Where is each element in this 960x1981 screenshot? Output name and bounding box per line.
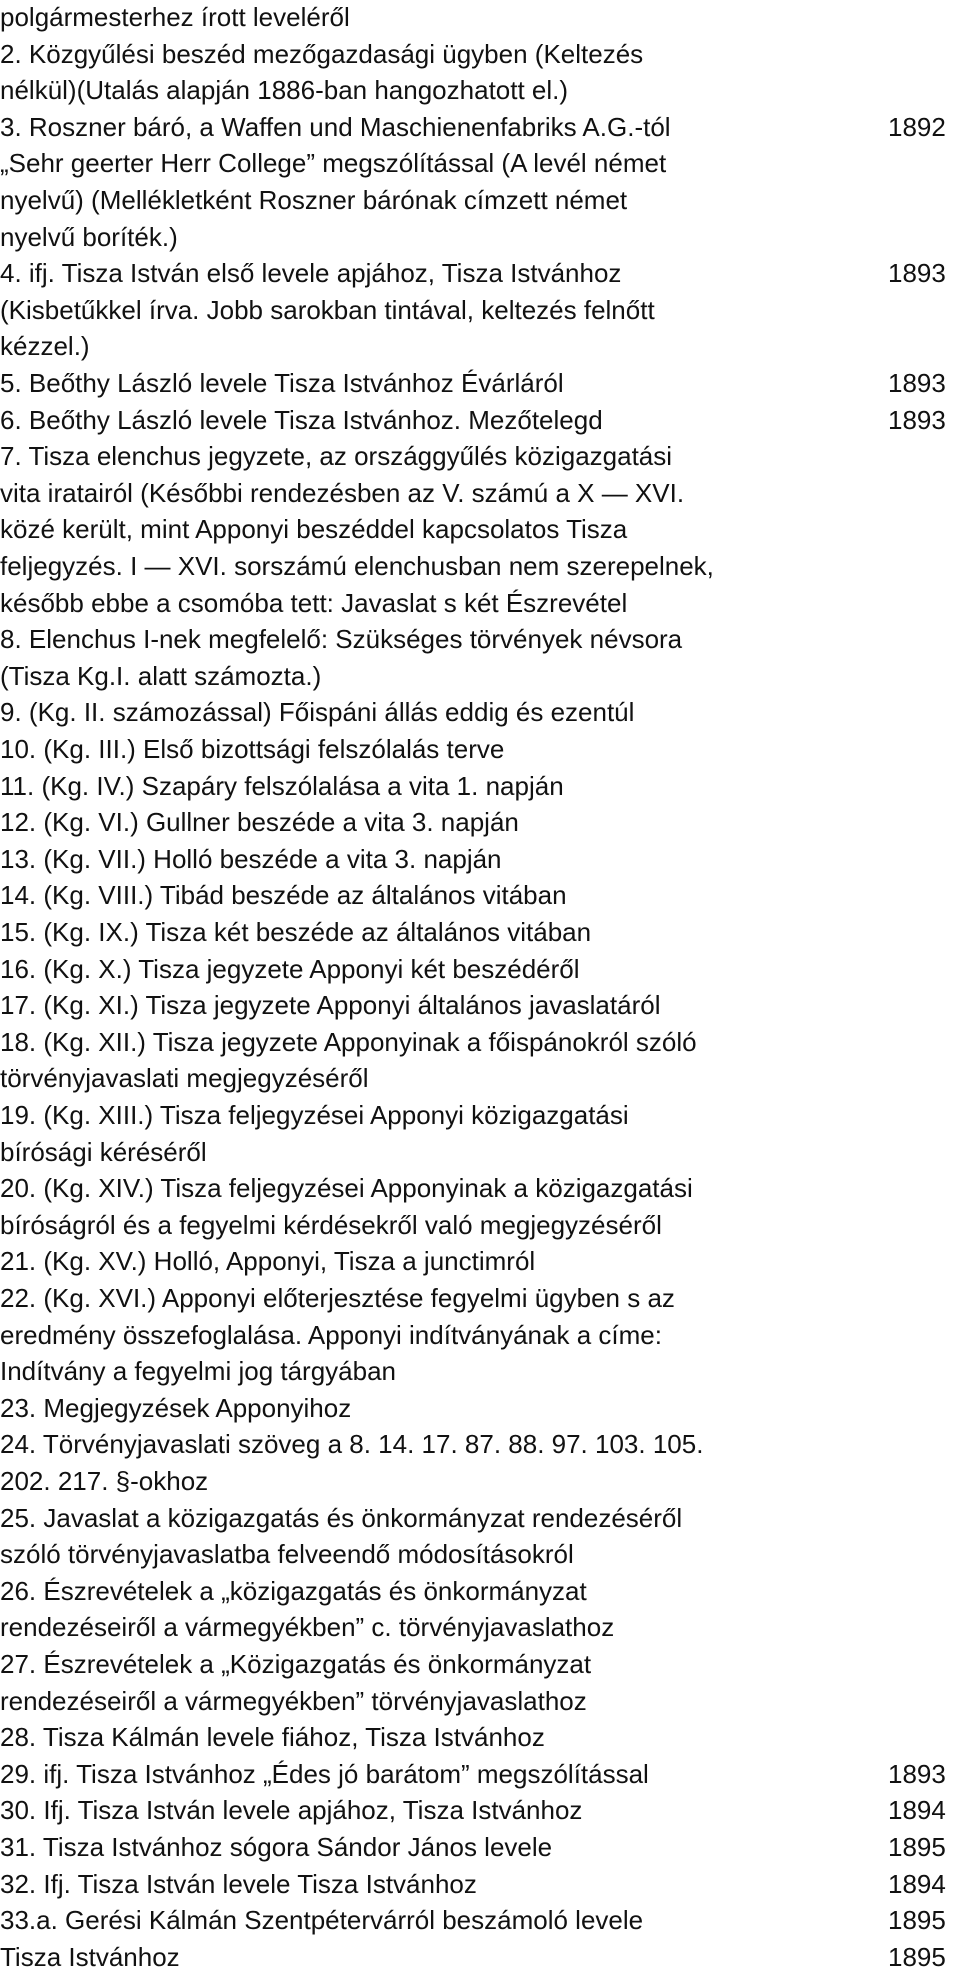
document-line: (Tisza Kg.I. alatt számozta.)	[0, 660, 322, 691]
document-line: 4. ifj. Tisza István első levele apjához, Tisza Istvánhoz	[0, 258, 622, 289]
document-line: 25. Javaslat a közigazgatás és önkormányzat rendezéséről	[0, 1502, 683, 1533]
document-line: 11. (Kg. IV.) Szapáry felszólalása a vita 1. napján	[0, 770, 564, 801]
document-line: rendezéseiről a vármegyékben” c. törvényjavaslathoz	[0, 1612, 615, 1643]
document-line: 2. Közgyűlési beszéd mezőgazdasági ügyben (Keltezés	[0, 38, 644, 69]
document-line: 27. Észrevételek a „Közigazgatás és önkormányzat	[0, 1649, 592, 1679]
document-line: közé került, mint Apponyi beszéddel kapcsolatos Tisza	[0, 514, 628, 545]
document-line: 15. (Kg. IX.) Tisza két beszéde az általános vitában	[0, 917, 592, 947]
document-line: 29. ifj. Tisza Istvánhoz „Édes jó barátom” megszólítással	[0, 1758, 649, 1789]
document-line: 9. (Kg. II. számozással) Főispáni állás eddig és ezentúl	[0, 697, 635, 728]
document-line: 22. (Kg. XVI.) Apponyi előterjesztése fegyelmi ügyben s az	[0, 1283, 675, 1313]
document-line: 28. Tisza Kálmán levele fiához, Tisza Istvánhoz	[0, 1722, 545, 1753]
document-line: 19. (Kg. XIII.) Tisza feljegyzései Apponyi közigazgatási	[0, 1100, 629, 1130]
document-line: (Kisbetűkkel írva. Jobb sarokban tintával, keltezés felnőtt	[0, 294, 655, 325]
document-line: nyelvű) (Mellékletként Roszner bárónak címzett német	[0, 185, 628, 215]
document-line: polgármesterhez írott leveléről	[0, 2, 350, 32]
document-line: „Sehr geerter Herr College” megszólítással (A levél német	[0, 148, 667, 179]
document-line: törvényjavaslati megjegyzéséről	[0, 1063, 369, 1094]
year-label: 1894	[888, 1868, 946, 1899]
document-line: Tisza Istvánhoz	[0, 1941, 180, 1972]
document-line: 32. Ifj. Tisza István levele Tisza Istvánhoz	[0, 1868, 477, 1899]
document-line: 10. (Kg. III.) Első bizottsági felszólalás terve	[0, 734, 505, 764]
document-line: feljegyzés. I — XVI. sorszámú elenchusban nem szerepelnek,	[0, 551, 714, 581]
document-line: 24. Törvényjavaslati szöveg a 8. 14. 17. 87. 88. 97. 103. 105.	[0, 1429, 704, 1460]
document-line: 17. (Kg. XI.) Tisza jegyzete Apponyi általános javaslatáról	[0, 990, 661, 1021]
year-label: 1893	[888, 368, 946, 398]
document-line: 14. (Kg. VIII.) Tibád beszéde az általános vitában	[0, 880, 567, 911]
document-line: kézzel.)	[0, 331, 90, 362]
document-line: 6. Beőthy László levele Tisza Istvánhoz. Mezőtelegd	[0, 404, 603, 435]
document-line: 30. Ifj. Tisza István levele apjához, Tisza Istvánhoz	[0, 1795, 583, 1826]
document-line: Indítvány a fegyelmi jog tárgyában	[0, 1356, 397, 1387]
year-label: 1893	[888, 1758, 946, 1789]
year-label: 1895	[888, 1941, 946, 1972]
document-line: szóló törvényjavaslatba felveendő módosításokról	[0, 1539, 574, 1570]
document-line: 12. (Kg. VI.) Gullner beszéde a vita 3. napján	[0, 807, 519, 838]
document-line: nyelvű boríték.)	[0, 221, 178, 252]
document-line: később ebbe a csomóba tett: Javaslat s két Észrevétel	[0, 587, 628, 618]
document-line: vita iratairól (Későbbi rendezésben az V. számú a X — XVI.	[0, 477, 685, 508]
document-line: 3. Roszner báró, a Waffen und Maschienenfabriks A.G.-tól	[0, 111, 671, 142]
document-line: 23. Megjegyzések Apponyihoz	[0, 1392, 352, 1423]
year-label: 1895	[888, 1832, 946, 1862]
document-line: eredmény összefoglalása. Apponyi indítványának a címe:	[0, 1319, 662, 1350]
document-line: rendezéseiről a vármegyékben” törvényjavaslathoz	[0, 1685, 587, 1716]
document-line: 20. (Kg. XIV.) Tisza feljegyzései Apponyinak a közigazgatási	[0, 1173, 693, 1204]
document-line: 5. Beőthy László levele Tisza Istvánhoz Évárláról	[0, 368, 564, 398]
year-label: 1893	[888, 404, 946, 435]
document-line: 13. (Kg. VII.) Holló beszéde a vita 3. napján	[0, 843, 502, 874]
document-line: 8. Elenchus I-nek megfelelő: Szükséges törvények névsora	[0, 624, 683, 655]
document-line: 31. Tisza Istvánhoz sógora Sándor János levele	[0, 1832, 553, 1862]
year-label: 1893	[888, 258, 946, 289]
document-line: 7. Tisza elenchus jegyzete, az országgyűlés közigazgatási	[0, 441, 673, 472]
document-line: 21. (Kg. XV.) Holló, Apponyi, Tisza a junctimról	[0, 1246, 536, 1277]
document-line: bíróságról és a fegyelmi kérdésekről való megjegyzéséről	[0, 1209, 662, 1240]
year-label: 1894	[888, 1795, 946, 1826]
document-line: bírósági kéréséről	[0, 1136, 207, 1167]
document-line: 26. Észrevételek a „közigazgatás és önkormányzat	[0, 1575, 587, 1606]
document-line: 16. (Kg. X.) Tisza jegyzete Apponyi két beszédéről	[0, 953, 580, 984]
year-label: 1895	[888, 1905, 946, 1936]
document-line: 18. (Kg. XII.) Tisza jegyzete Apponyinak a főispánokról szóló	[0, 1026, 697, 1057]
year-label: 1892	[888, 111, 946, 142]
document-line: 33.a. Gerési Kálmán Szentpétervárról beszámoló levele	[0, 1905, 644, 1936]
document-line: nélkül)(Utalás alapján 1886-ban hangozhatott el.)	[0, 75, 569, 106]
document-line: 202. 217. §-okhoz	[0, 1466, 209, 1496]
